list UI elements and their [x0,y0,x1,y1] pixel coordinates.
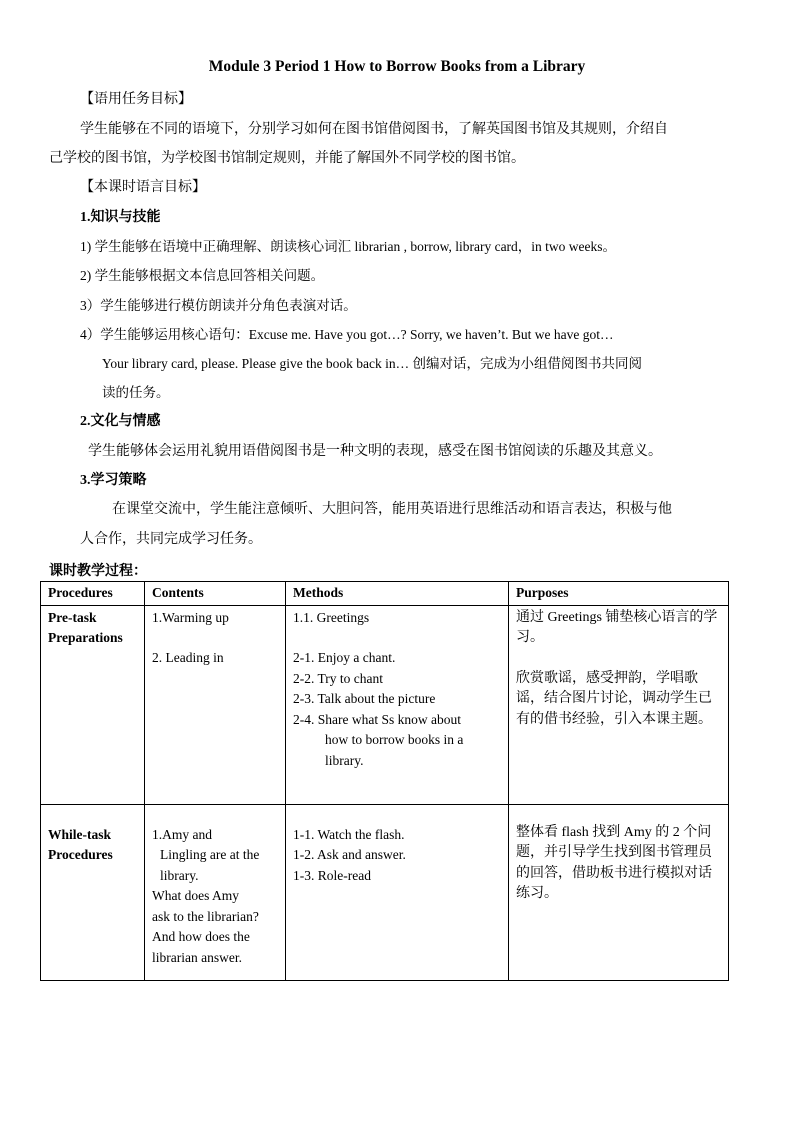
lesson-process-table [40,581,729,981]
method-item-continuation: how to borrow books in a [325,732,464,747]
method-item: 2-4. Share what Ss know about [293,711,461,727]
method-item: 1-2. Ask and answer. [293,847,406,862]
header-procedures: Procedures [41,582,145,606]
section-heading-task-goals: 【语用任务目标】 [80,92,192,107]
table-header-row [41,582,729,606]
content-item: 1.Warming up [152,609,229,625]
culture-paragraph: 学生能够体会运用礼貌用语借阅图书是一种文明的表现，感受在图书馆阅读的乐趣及其意义。 [88,444,662,459]
procedure-line1: Pre-task [48,609,97,625]
purpose-item: 欣赏歌谣，感受押韵，学唱歌谣，结合图片讨论，调动学生已有的借书经验，引入本课主题。 [516,670,712,727]
purpose-item: 通过 Greetings 铺垫核心语言的学习。 [516,609,718,645]
purposes-cell [509,804,729,980]
procedure-cell [41,605,145,804]
content-line: library. [160,867,199,883]
method-item: 1-3. Role-read [293,867,371,883]
section-heading-language-goals: 【本课时语言目标】 [80,180,206,195]
method-item: 2-3. Talk about the picture [293,691,436,706]
subheading-culture-emotion: 2.文化与情感 [80,414,161,429]
contents-cell [145,804,286,980]
subheading-knowledge-skills: 1.知识与技能 [80,210,161,225]
content-line: What does Amy [152,888,239,903]
header-methods: Methods [286,582,509,606]
content-item: 2. Leading in [152,650,224,665]
task-goals-paragraph-line2: 己学校的图书馆，为学校图书馆制定规则，并能了解国外不同学校的图书馆。 [49,151,525,166]
goal-item-1: 1) 学生能够在语境中正确理解、朗读核心词汇 librarian , borrow, library card，in two weeks。 [80,239,617,254]
method-item: 1-1. Watch the flash. [293,826,405,842]
method-item-continuation: library. [325,752,364,768]
procedure-line2: Preparations [48,630,123,645]
contents-cell [145,605,286,804]
process-heading: 课时教学过程： [49,564,147,579]
content-line: ask to the librarian? [152,908,259,924]
table-row [41,605,729,804]
method-item: 2-2. Try to chant [293,670,384,686]
goal-item-4-line2: Your library card, please. Please give the book back in… 创编对话，完成为小组借阅图书共同阅 [102,356,643,371]
goal-item-4-line3: 读的任务。 [102,385,170,400]
content-line: Lingling are at the [160,847,260,862]
content-line: And how does the [152,929,250,944]
methods-cell [286,605,509,804]
methods-cell [286,804,509,980]
goal-item-2: 2) 学生能够根据文本信息回答相关问题。 [80,268,325,283]
document-title: Module 3 Period 1 How to Borrow Books from a Library [208,58,586,75]
header-purposes: Purposes [509,582,729,606]
strategy-paragraph-line2: 人合作，共同完成学习任务。 [80,532,262,547]
content-line: 1.Amy and [152,826,212,842]
method-item: 2-1. Enjoy a chant. [293,650,396,665]
content-line: librarian answer. [152,949,242,965]
strategy-paragraph-line1: 在课堂交流中，学生能注意倾听、大胆问答，能用英语进行思维活动和语言表达，积极与他 [112,502,672,517]
header-contents: Contents [145,582,286,606]
method-item: 1.1. Greetings [293,609,370,625]
procedure-line1: While-task [48,826,112,842]
table-row [41,804,729,980]
procedure-line2: Procedures [48,847,113,862]
purposes-cell [509,605,729,804]
subheading-learning-strategy: 3.学习策略 [80,473,147,488]
purpose-item: 整体看 flash 找到 Amy 的 2 个问题，并引导学生找到图书管理员的回答，借助板书进行模拟对话练习。 [516,824,712,901]
goal-item-3: 3）学生能够进行模仿朗读并分角色表演对话。 [80,298,357,313]
procedure-cell [41,804,145,980]
goal-item-4: 4）学生能够运用核心语句：Excuse me. Have you got…? Sorry, we haven’t. But we have got… [80,327,614,342]
task-goals-paragraph-line1: 学生能够在不同的语境下，分别学习如何在图书馆借阅图书，了解英国图书馆及其规则，介绍自 [80,122,668,137]
